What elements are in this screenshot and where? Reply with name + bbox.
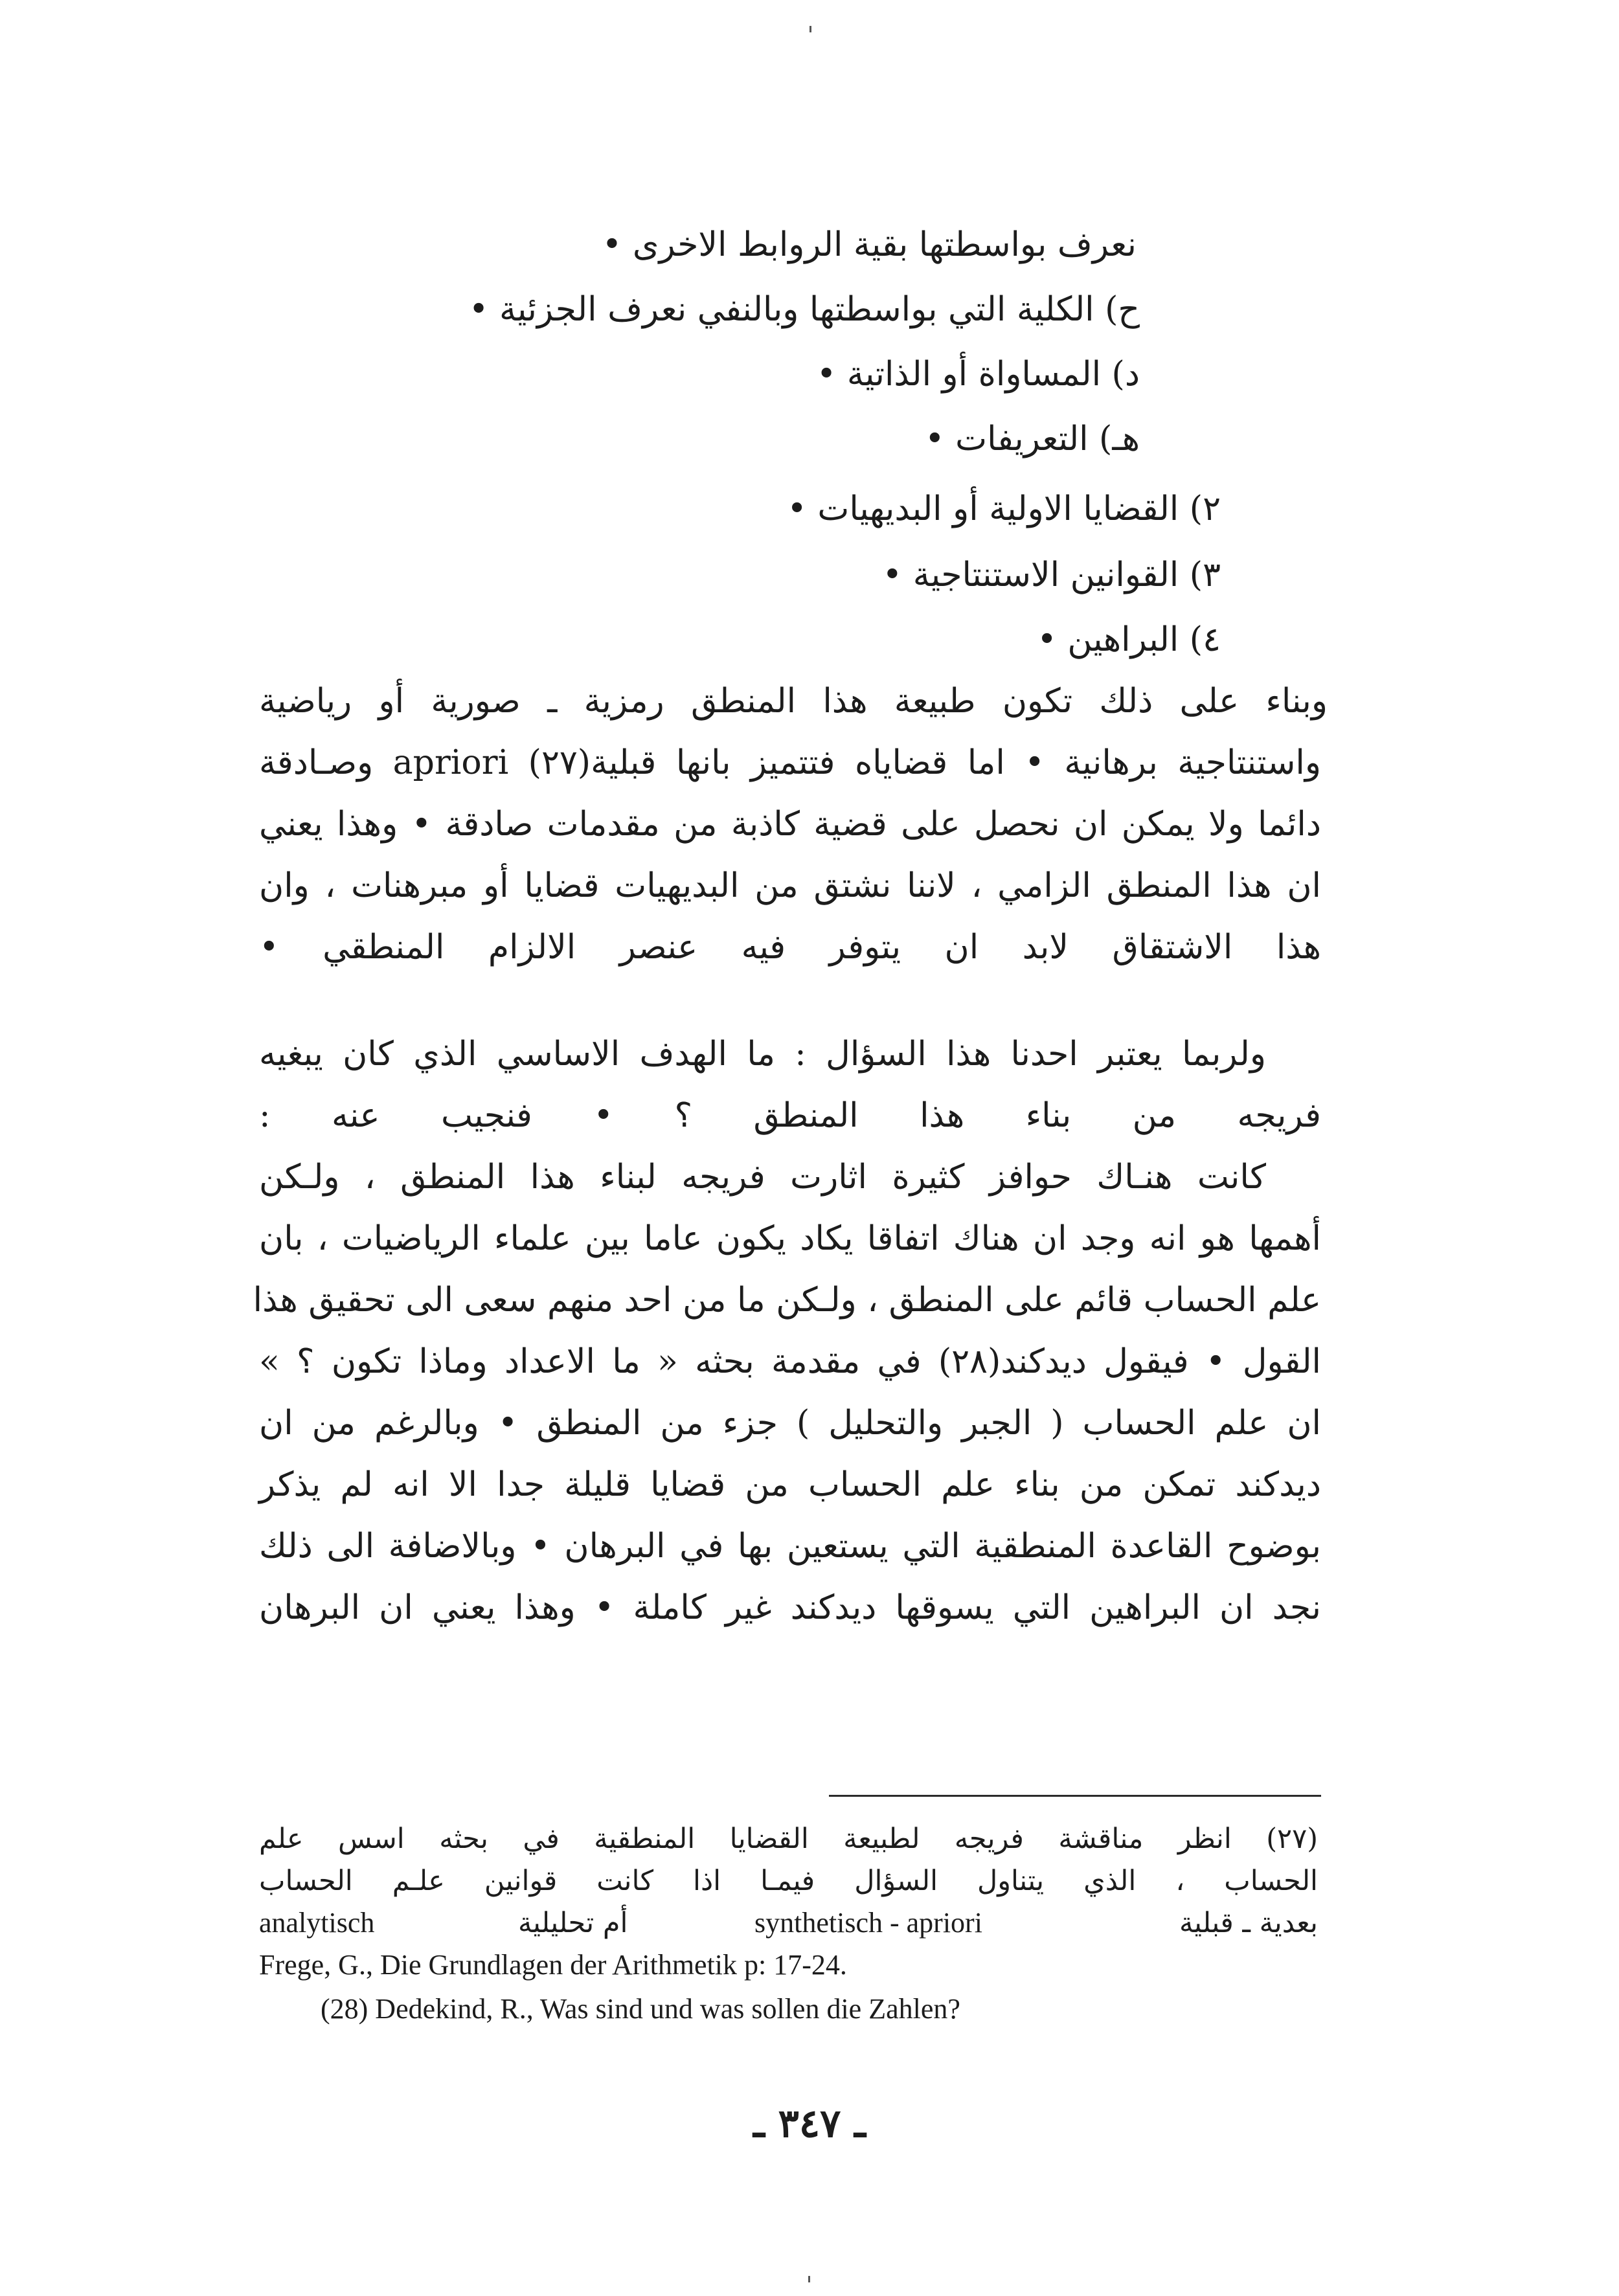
list-line-1: نعرف بواسطتها بقية الروابط الاخرى • [602, 225, 1137, 264]
footnote-27-line-1: (٢٧) انظر مناقشة فريجه لطبيعة القضايا المنطقية في بحثه اسس علم [259, 1823, 1318, 1855]
para3-line-7: بوضوح القاعدة المنطقية التي يستعين بها في البرهان • وبالاضافة الى ذلك [259, 1527, 1321, 1566]
list-line-7: ٤) البراهين • [1037, 620, 1221, 659]
list-line-6: ٣) القوانين الاستنتاجية • [882, 556, 1221, 594]
list-line-2: ح) الكلية التي بواسطتها وبالنفي نعرف الجزئية • [468, 290, 1140, 329]
para3-line-6: ديدكند تمكن من بناء علم الحساب من قضايا قليلة جدا الا انه لم يذكر [259, 1465, 1321, 1504]
para3-line-5: ان علم الحساب ( الجبر والتحليل ) جزء من المنطق • وبالرغم من ان [259, 1404, 1321, 1443]
footnote-27-reference: Frege, G., Die Grundlagen der Arithmetik p: 17-24. [259, 1949, 847, 1981]
para1-line-5: هذا الاشتقاق لابد ان يتوفر فيه عنصر الالزام المنطقي • [259, 928, 1321, 967]
scan-mark-top [809, 26, 811, 32]
list-line-5: ٢) القضايا الاولية أو البديهيات • [787, 490, 1221, 528]
list-line-4: هـ) التعريفات • [924, 420, 1140, 458]
para1-line-2: واستنتاجية برهانية • اما قضاياه فتتميز بانها قبلية(٢٧) apriori وصـادقة [259, 743, 1321, 782]
para3-line-1: كانت هنـاك حوافز كثيرة اثارت فريجه لبناء هذا المنطق ، ولـكن [259, 1158, 1266, 1197]
footnote-27-term-synthetisch: synthetisch - apriori [754, 1907, 982, 1939]
para1-line-3: دائما ولا يمكن ان نحصل على قضية كاذبة من مقدمات صادقة • وهذا يعني [259, 805, 1321, 844]
para3-line-3: علم الحساب قائم على المنطق ، ولـكن ما من احد منهم سعى الى تحقيق هذا [253, 1281, 1321, 1320]
para1-line-4: ان هذا المنطق الزامي ، لاننا نشتق من البديهيات قضايا أو مبرهنات ، وان [259, 866, 1321, 905]
footnote-27-term-baadiya-qabliya: بعدية ـ قبلية [1179, 1907, 1318, 1939]
para3-line-4: القول • فيقول ديدكند(٢٨) في مقدمة بحثه « ما الاعداد وماذا تكون ؟ » [259, 1342, 1321, 1381]
footnote-28-reference: (28) Dedekind, R., Was sind und was sollen die Zahlen? [321, 1993, 960, 2025]
para2-line-1: ولربما يعتبر احدنا هذا السؤال : ما الهدف الاساسي الذي كان يبغيه [259, 1035, 1266, 1074]
footnote-separator [829, 1795, 1321, 1797]
para1-line-1: وبناء على ذلك تكون طبيعة هذا المنطق رمزية ـ صورية أو رياضية [259, 682, 1328, 721]
footnote-27-term-tahliliya: أم تحليلية [518, 1907, 628, 1939]
list-line-3: د) المساواة أو الذاتية • [816, 355, 1140, 394]
footnote-27-term-analytisch: analytisch [259, 1907, 375, 1939]
page-number: ـ ٣٤٧ ـ [753, 2101, 866, 2146]
scan-mark-bottom [808, 2276, 810, 2282]
para3-line-8: نجد ان البراهين التي يسوقها ديدكند غير كاملة • وهذا يعني ان البرهان [259, 1588, 1321, 1627]
para2-line-2: فريجه من بناء هذا المنطق ؟ • فنجيب عنه : [259, 1096, 1321, 1135]
para3-line-2: أهمها هو انه وجد ان هناك اتفاقا يكاد يكون عاما بين علماء الرياضيات ، بان [259, 1219, 1321, 1258]
footnote-27-line-2: الحساب ، الذي يتناول السؤال فيمـا اذا كانت قوانين علـم الحساب [259, 1865, 1318, 1897]
